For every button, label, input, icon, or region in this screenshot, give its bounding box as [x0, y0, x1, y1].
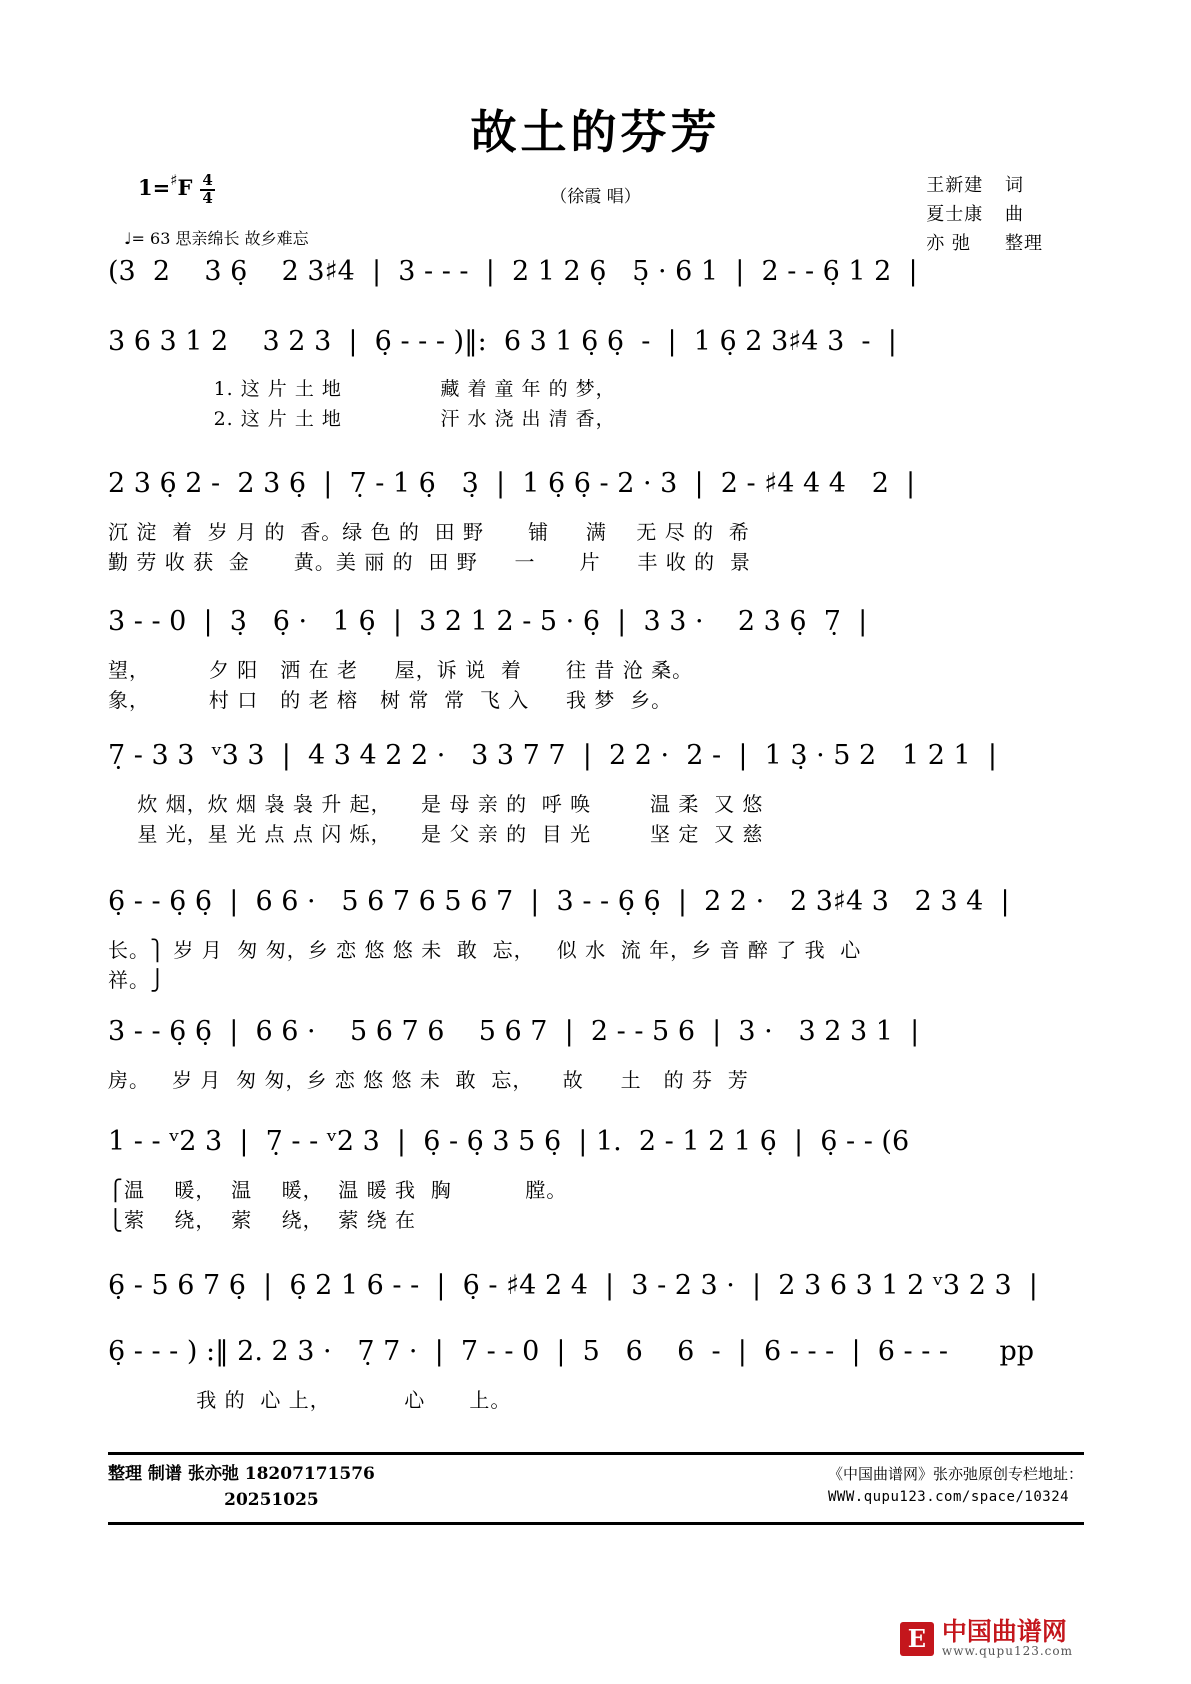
site-logo[interactable]	[900, 1619, 1073, 1658]
lyric-line-verse1: 炊 烟，炊 烟 袅 袅 升 起， 是 母 亲 的 呼 唤 温 柔 又 悠	[108, 792, 764, 816]
singer-credit: （徐霞 唱）	[550, 187, 641, 207]
footer-site-label: 《中国曲谱网》张亦弛原创专栏地址：	[827, 1465, 1083, 1483]
credit-arranger-name: 亦 弛	[926, 232, 971, 254]
lyric-line-verse2: 祥。⎭	[108, 968, 166, 992]
score-system-1	[108, 258, 1108, 304]
credit-composer-role: 曲	[1005, 203, 1024, 225]
score-system-6	[108, 888, 1108, 994]
credit-arranger	[926, 230, 1043, 259]
lyric-line-verse2: 星 光，星 光 点 点 闪 烁， 是 父 亲 的 目 光 坚 定 又 慈	[108, 822, 764, 846]
lyric-line-verse2: ⎩萦 绕， 萦 绕， 萦 绕 在	[108, 1208, 417, 1232]
key-note: F	[177, 175, 193, 200]
score-system-5	[108, 742, 1108, 848]
notation-line: 3 6 3 1 2 3 2 3 | 6̣ - - - )‖: 6 3 1 6̣ 6̣ - | 1 6̣ 2 3♯4 3 - |	[108, 326, 897, 357]
logo-site-url: www.qupu123.com	[941, 1644, 1073, 1658]
footer-divider-bottom	[108, 1522, 1084, 1525]
footer-site-url[interactable]: WWW.qupu123.com/space/10324	[827, 1489, 1070, 1505]
credit-lyricist-name: 王新建	[926, 175, 984, 196]
page-title: 故土的芬芳	[470, 105, 721, 159]
lyric-line-verse1: 沉 淀 着 岁 月 的 香。绿 色 的 田 野 铺 满 无 尽 的 希	[108, 520, 750, 544]
credit-lyricist-role: 词	[1005, 175, 1024, 196]
lyric-line-verse2: 2. 这 片 土 地 汗 水 浇 出 清 香，	[108, 408, 616, 430]
footer-left-block	[108, 1462, 375, 1513]
logo-mark-icon: E	[900, 1622, 934, 1656]
lyric-line-verse1: 房。 岁 月 匆 匆，乡 恋 悠 悠 未 敢 忘， 故 土 的 芬 芳	[108, 1068, 749, 1092]
time-signature-numerator: 4	[202, 171, 213, 189]
credits-block	[926, 172, 1043, 258]
key-label: 1=	[138, 175, 171, 200]
lyric-line-verse1: 长。⎫ 岁 月 匆 匆，乡 恋 悠 悠 未 敢 忘， 似 水 流 年，乡 音 醉 了 我 心	[108, 938, 862, 962]
logo-site-name: 中国曲谱网	[941, 1617, 1067, 1646]
notation-line: 6̣ - - 6̣ 6̣ | 6 6 · 5 6 7 6 5 6 7 | 3 - - 6̣ 6̣ | 2 2 · 2 3♯4 3 2 3 4 |	[108, 886, 1010, 917]
time-signature-denominator: 4	[202, 188, 213, 207]
notation-line: 3 - - 0 | 3̣ 6̣ · 1 6̣ | 3 2 1 2 - 5 · 6̣ | 3 3 · 2 3 6̣ 7̣ |	[108, 606, 868, 637]
footer-divider-top	[108, 1452, 1084, 1455]
notation-line: (3 2 3 6̣ 2 3♯4 | 3 - - - | 2 1 2 6̣ 5̣ · 6 1 | 2 - - 6̣ 1 2 |	[108, 256, 918, 287]
credit-arranger-role: 整理	[1005, 232, 1043, 254]
score-system-9	[108, 1272, 1108, 1318]
key-signature	[138, 171, 215, 209]
notation-line: 2 3 6̣ 2 - 2 3 6̣ | 7̣ - 1 6̣ 3̣ | 1 6̣ 6̣ - 2 · 3 | 2 - ♯4 4 4 2 |	[108, 468, 916, 499]
score-system-4	[108, 608, 1108, 714]
score-system-3	[108, 470, 1108, 576]
key-sharp-icon: ♯	[170, 171, 178, 189]
footer-date: 20251025	[224, 1489, 319, 1510]
credit-lyricist	[926, 172, 1043, 201]
lyric-line-verse2: 勤 劳 收 获 金 黄。美 丽 的 田 野 一 片 丰 收 的 景	[108, 550, 751, 574]
notation-line: 7̣ - 3 3 ᵛ3 3 | 4 3 4 2 2 · 3 3 7 7 | 2 2 · 2 - | 1 3̣ · 5 2 1 2 1 |	[108, 740, 997, 771]
logo-text	[942, 1619, 1073, 1658]
lyric-line-verse1: ⎧温 暖， 温 暖， 温 暖 我 胸 膛。	[108, 1178, 568, 1202]
footer-right-block	[828, 1462, 1083, 1508]
score-system-10	[108, 1338, 1108, 1414]
notation-line: 3 - - 6̣ 6̣ | 6 6 · 5 6 7 6 5 6 7 | 2 - - 5 6 | 3 · 3 2 3 1 |	[108, 1016, 920, 1047]
credit-composer	[926, 201, 1043, 230]
lyric-line-verse1: 我 的 心 上， 心 上。	[108, 1388, 512, 1412]
time-signature	[200, 173, 214, 207]
lyric-line-verse2: 象， 村 口 的 老 榕 树 常 常 飞 入 我 梦 乡。	[108, 688, 673, 712]
score-system-8	[108, 1128, 1108, 1234]
notation-line: 6̣ - - - ) :‖ 2. 2 3 · 7̣ 7 · | 7 - - 0 | 5 6 6 - | 6 - - - | 6 - - - pp	[108, 1336, 1035, 1367]
footer-transcriber: 整理 制谱 张亦弛 18207171576	[108, 1464, 375, 1484]
tempo-marking: ♩= 63 思亲绵长 故乡难忘	[124, 229, 309, 248]
score-system-7	[108, 1018, 1108, 1094]
credit-composer-name: 夏士康	[926, 203, 984, 225]
lyric-line-verse1: 望， 夕 阳 洒 在 老 屋，诉 说 着 往 昔 沧 桑。	[108, 658, 694, 682]
lyric-line-verse1: 1. 这 片 土 地 藏 着 童 年 的 梦，	[108, 378, 616, 400]
notation-line: 1 - - ᵛ2 3 | 7̣ - - ᵛ2 3 | 6̣ - 6̣ 3 5 6̣ | 1. 2 - 1 2 1 6̣ | 6̣ - - (6	[108, 1126, 910, 1157]
score-system-2	[108, 328, 1108, 434]
notation-line: 6̣ - 5 6 7 6̣ | 6̣ 2 1 6 - - | 6̣ - ♯4 2 4 | 3 - 2 3 · | 2 3 6 3 1 2 ᵛ3 2 3 |	[108, 1270, 1038, 1301]
